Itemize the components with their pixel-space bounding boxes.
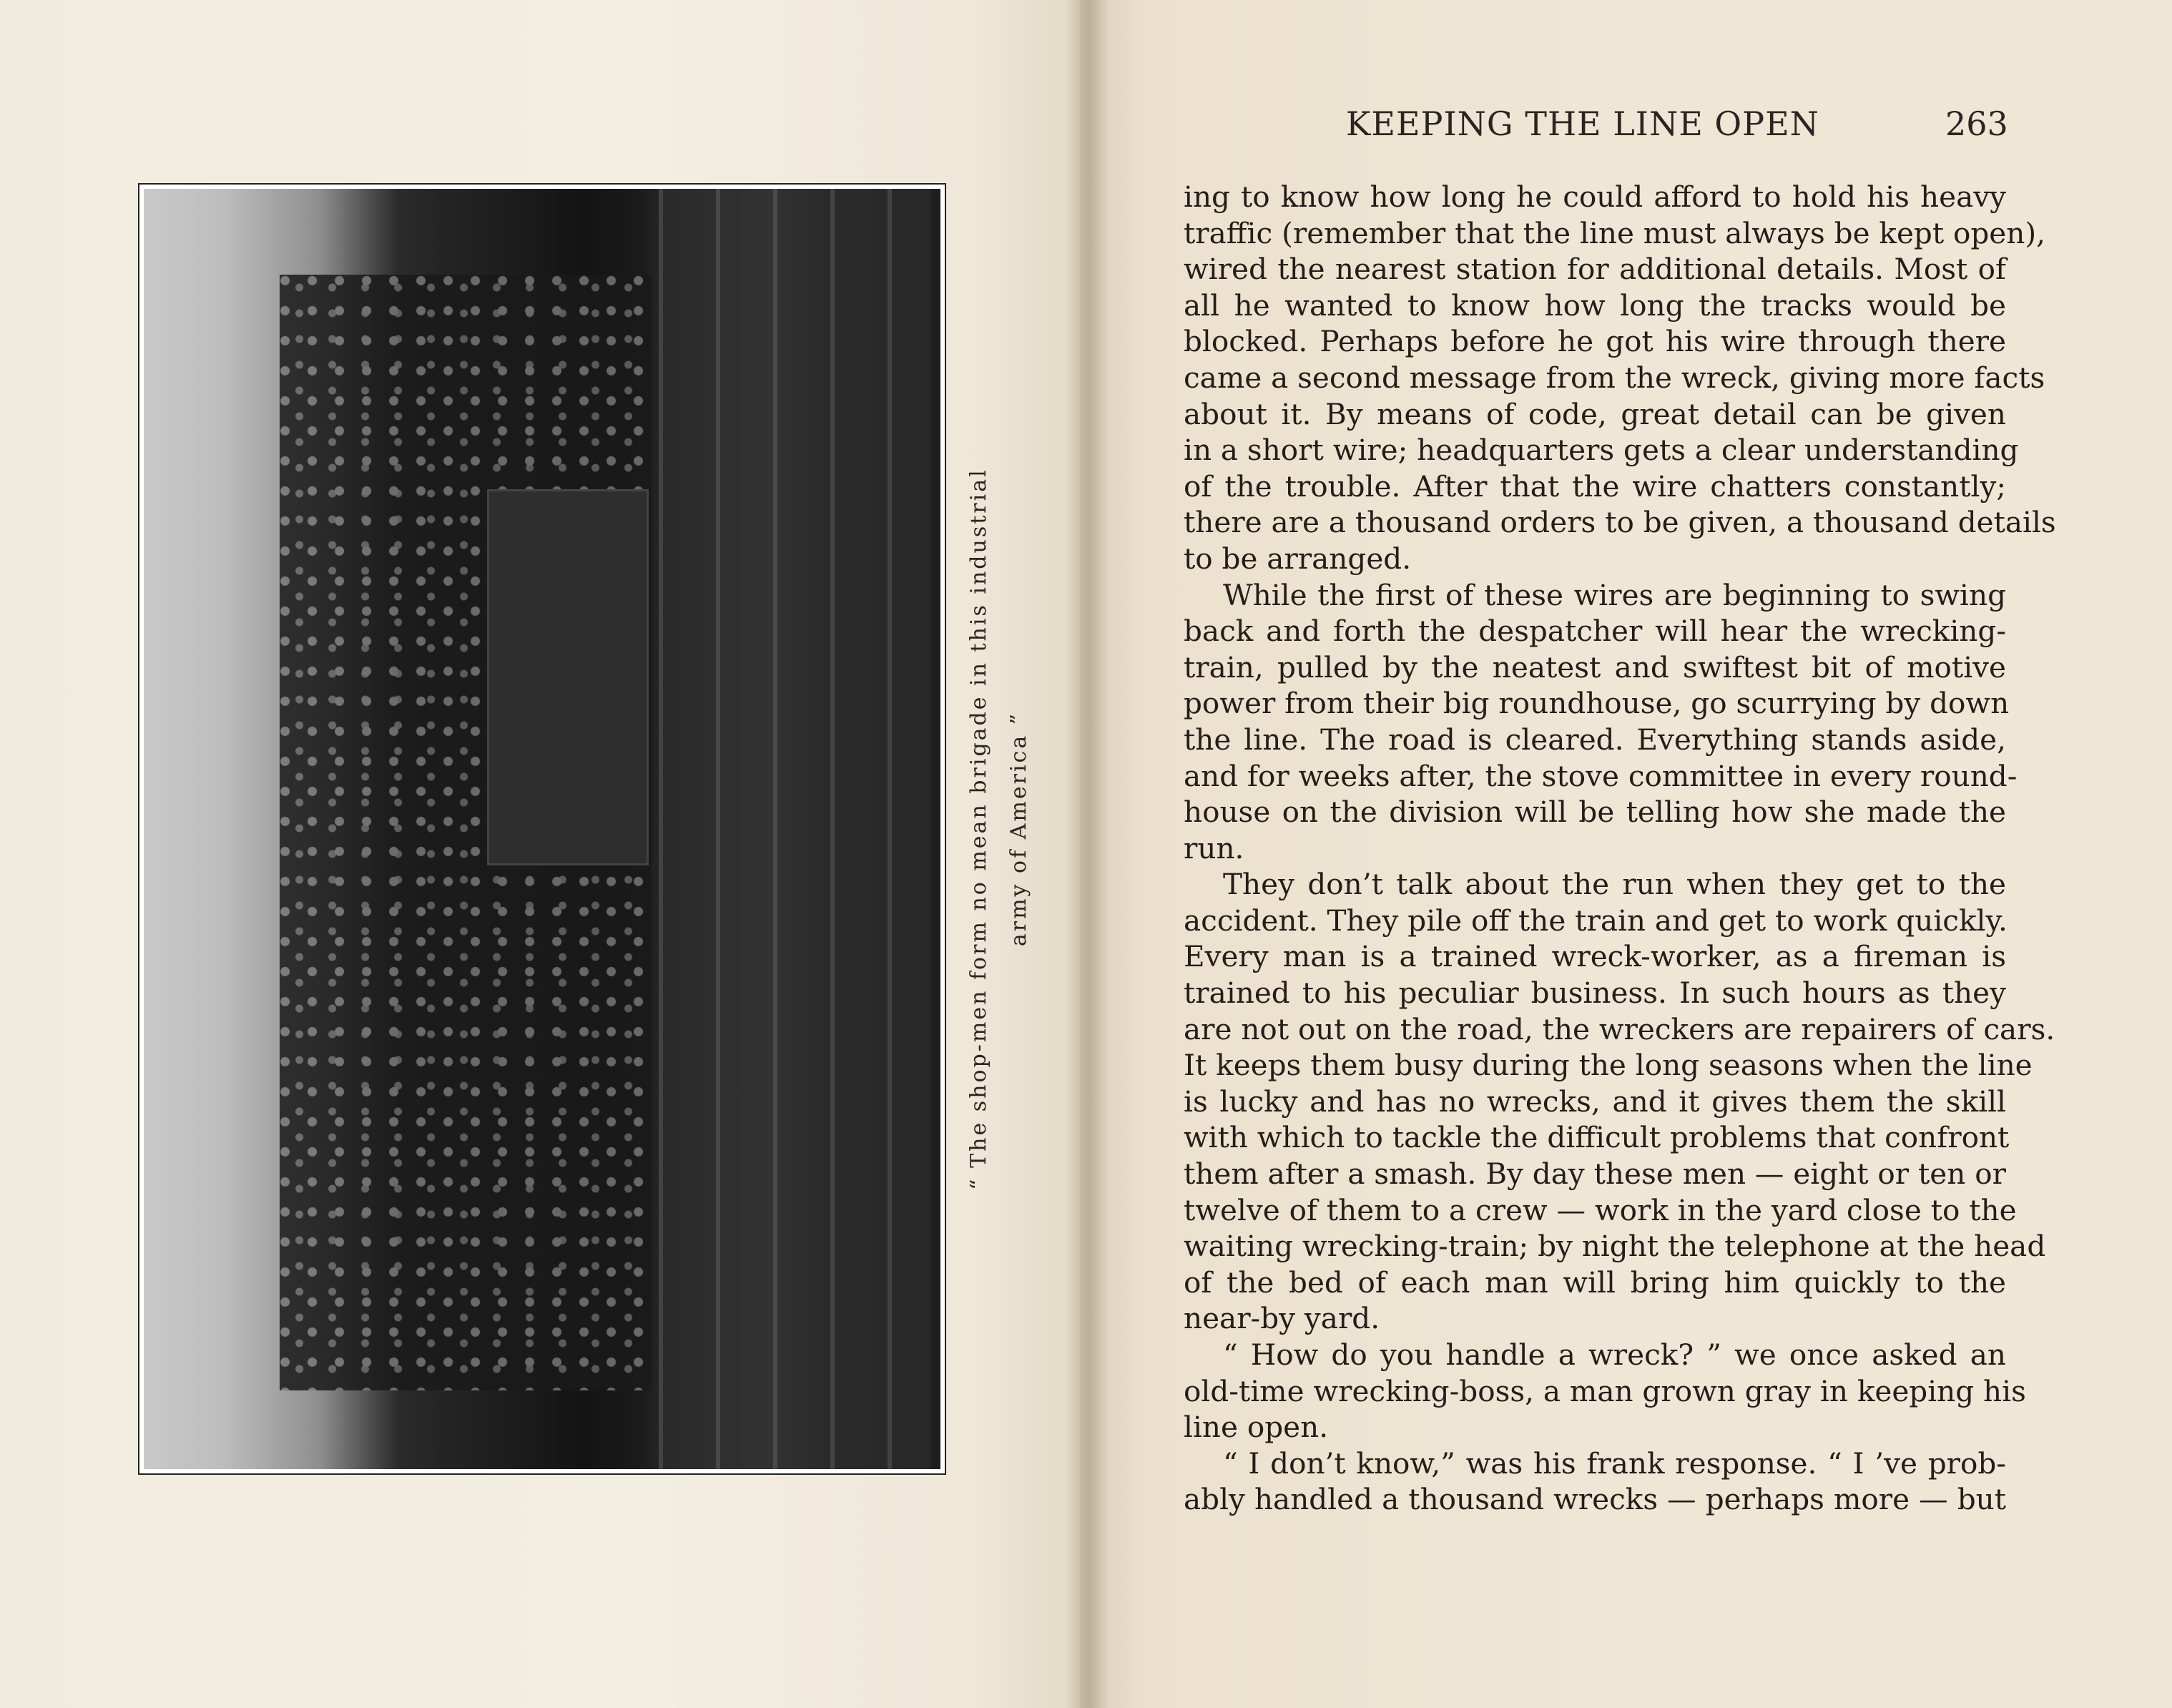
text-line: house on the division will be telling how she made the (1184, 795, 2006, 830)
text-line: of the bed of each man will bring him quickly to the (1184, 1265, 2006, 1300)
page-number: 263 (1945, 104, 2008, 143)
text-line: ably handled a thousand wrecks — perhaps more — but (1184, 1482, 2006, 1517)
text-line: old-time wrecking-boss, a man grown gray in keeping his (1184, 1373, 2026, 1408)
text-line: in a short wire; headquarters gets a clear understanding (1184, 433, 2019, 468)
text-line: Every man is a trained wreck-worker, as a fireman is (1184, 939, 2006, 974)
text-line: accident. They pile off the train and get to work quickly. (1184, 903, 2008, 938)
text-line: twelve of them to a crew — work in the yard close to the (1184, 1192, 2017, 1227)
text-line: It keeps them busy during the long seasons when the line (1184, 1048, 2033, 1083)
text-line: them after a smash. By day these men — eight or ten or (1184, 1157, 2006, 1192)
text-line: with which to tackle the difficult problems that confront (1184, 1120, 2010, 1155)
text-line: and for weeks after, the stove committee in every round- (1184, 758, 2018, 793)
text-line: near-by yard. (1184, 1301, 1380, 1336)
text-line: about it. By means of code, great detail can be given (1184, 396, 2006, 431)
photo-plate (138, 183, 946, 1475)
text-line: blocked. Perhaps before he got his wire through there (1184, 324, 2006, 359)
text-line: line open. (1184, 1410, 1329, 1445)
text-line: “ How do you handle a wreck? ” we once asked an (1223, 1338, 2006, 1372)
text-line: While the first of these wires are beginning to swing (1223, 577, 2006, 612)
text-line: back and forth the despatcher will hear the wrecking- (1184, 614, 2006, 649)
text-line: ing to know how long he could afford to hold his heavy (1184, 180, 2006, 214)
caption-line-2: army of America ” (1006, 711, 1031, 947)
text-line: trained to his peculiar business. In such hours as they (1184, 976, 2006, 1011)
text-line: all he wanted to know how long the tracks would be (1184, 288, 2006, 323)
locomotive (487, 489, 649, 865)
text-line: came a second message from the wreck, giving more facts (1184, 360, 2045, 395)
running-head: KEEPING THE LINE OPEN (1346, 104, 1819, 143)
text-line: waiting wrecking-train; by night the telephone at the head (1184, 1229, 2046, 1264)
text-line: run. (1184, 830, 1244, 865)
text-line: They don’t talk about the run when they get to the (1223, 867, 2006, 902)
railroad-tracks (659, 189, 930, 1469)
text-line: power from their big roundhouse, go scurrying by down (1184, 686, 2010, 721)
text-line: “ I don’t know,” was his frank response. “ I ’ve prob- (1223, 1446, 2006, 1481)
text-line: of the trouble. After that the wire chatters constantly; (1184, 468, 2006, 504)
text-line: are not out on the road, the wreckers are repairers of cars. (1184, 1011, 2055, 1046)
body-text (1184, 179, 2056, 1518)
text-line: wired the nearest station for additional details. Most of (1184, 252, 2006, 287)
text-line: traffic (remember that the line must always be kept open), (1184, 215, 2046, 250)
left-page (0, 0, 1080, 1708)
text-line: train, pulled by the neatest and swiftest bit of motive (1184, 649, 2006, 684)
text-line: to be arranged. (1184, 541, 1412, 576)
shop-men-photograph (144, 189, 940, 1469)
book-gutter (1066, 0, 1109, 1708)
text-line: is lucky and has no wrecks, and it gives them the skill (1184, 1084, 2006, 1119)
text-line: the line. The road is cleared. Everything stands aside, (1184, 722, 2006, 757)
photo-caption (959, 400, 1059, 1258)
caption-line-1: “ The shop-men form no mean brigade in this industrial (966, 468, 991, 1190)
text-line: there are a thousand orders to be given, a thousand details (1184, 505, 2056, 540)
